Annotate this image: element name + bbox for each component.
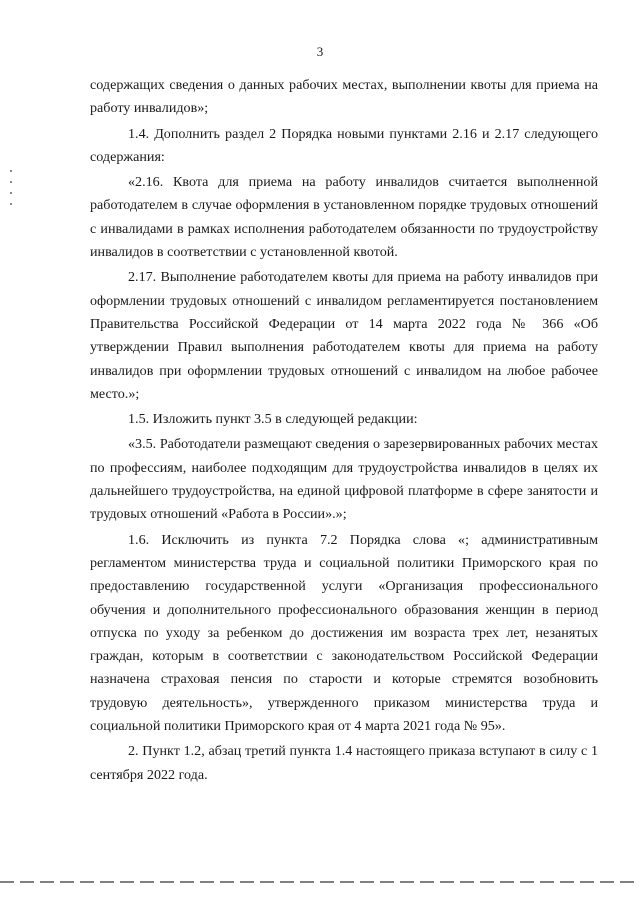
paragraph-item-2-17: 2.17. Выполнение работодателем квоты для приема на работу инвалидов при оформлении трудовых отношений с инвалидом регламентируется постановлением Правительства Российской Федерации от 14 марта 2022 года № 366 «Об утверждении Правил выполнения работодателем квоты для приема на работу инвалидов при оформлении трудовых отношений с инвалидом на любое рабочее место.»; — [90, 269, 598, 402]
paragraph-item-2-16: «2.16. Квота для приема на работу инвалидов считается выполненной работодателем в случае оформления в установленном порядке трудовых отношений с инвалидами в рамках исполнения работодателем обязанности по трудоустройству инвалидов в соответствии с установленной квотой. — [90, 174, 598, 261]
paragraph-continuation: содержащих сведения о данных рабочих местах, выполнении квоты для приема на работу инвалидов»; — [90, 77, 598, 117]
scan-bottom-edge — [0, 881, 640, 883]
paragraph-item-1-4: 1.4. Дополнить раздел 2 Порядка новыми пунктами 2.16 и 2.17 следующего содержания: — [90, 125, 598, 165]
document-body — [90, 74, 598, 787]
page-number: 3 — [316, 44, 324, 59]
paragraph-item-2: 2. Пункт 1.2, абзац третий пункта 1.4 настоящего приказа вступают в силу с 1 сентября 2022 года. — [90, 743, 598, 783]
paragraph-item-3-5: «3.5. Работодатели размещают сведения о зарезервированных рабочих местах по профессиям, наиболее подходящим для трудоустройства инвалидов в целях их дальнейшего трудоустройства, на единой цифровой платформе в сфере занятости и трудовых отношений «Работа в России».»; — [90, 436, 598, 523]
paragraph-item-1-6: 1.6. Исключить из пункта 7.2 Порядка слова «; административным регламентом министерства труда и социальной политики Приморского края по предоставлению государственной услуги «Организация профессионального обучения и дополнительного профессионального образования женщин в период отпуска по уходу за ребенком до достижения им возраста трех лет, незанятых граждан, которым в соответствии с законодательством Российской Федерации назначена страховая пенсия по старости и которые стремятся возобновить трудовую деятельность», утвержденного приказом министерства труда и социальной политики Приморского края от 4 марта 2021 года № 95». — [90, 531, 598, 735]
scan-edge-marks — [10, 170, 14, 210]
paragraph-item-1-5: 1.5. Изложить пункт 3.5 в следующей редакции: — [128, 411, 418, 428]
